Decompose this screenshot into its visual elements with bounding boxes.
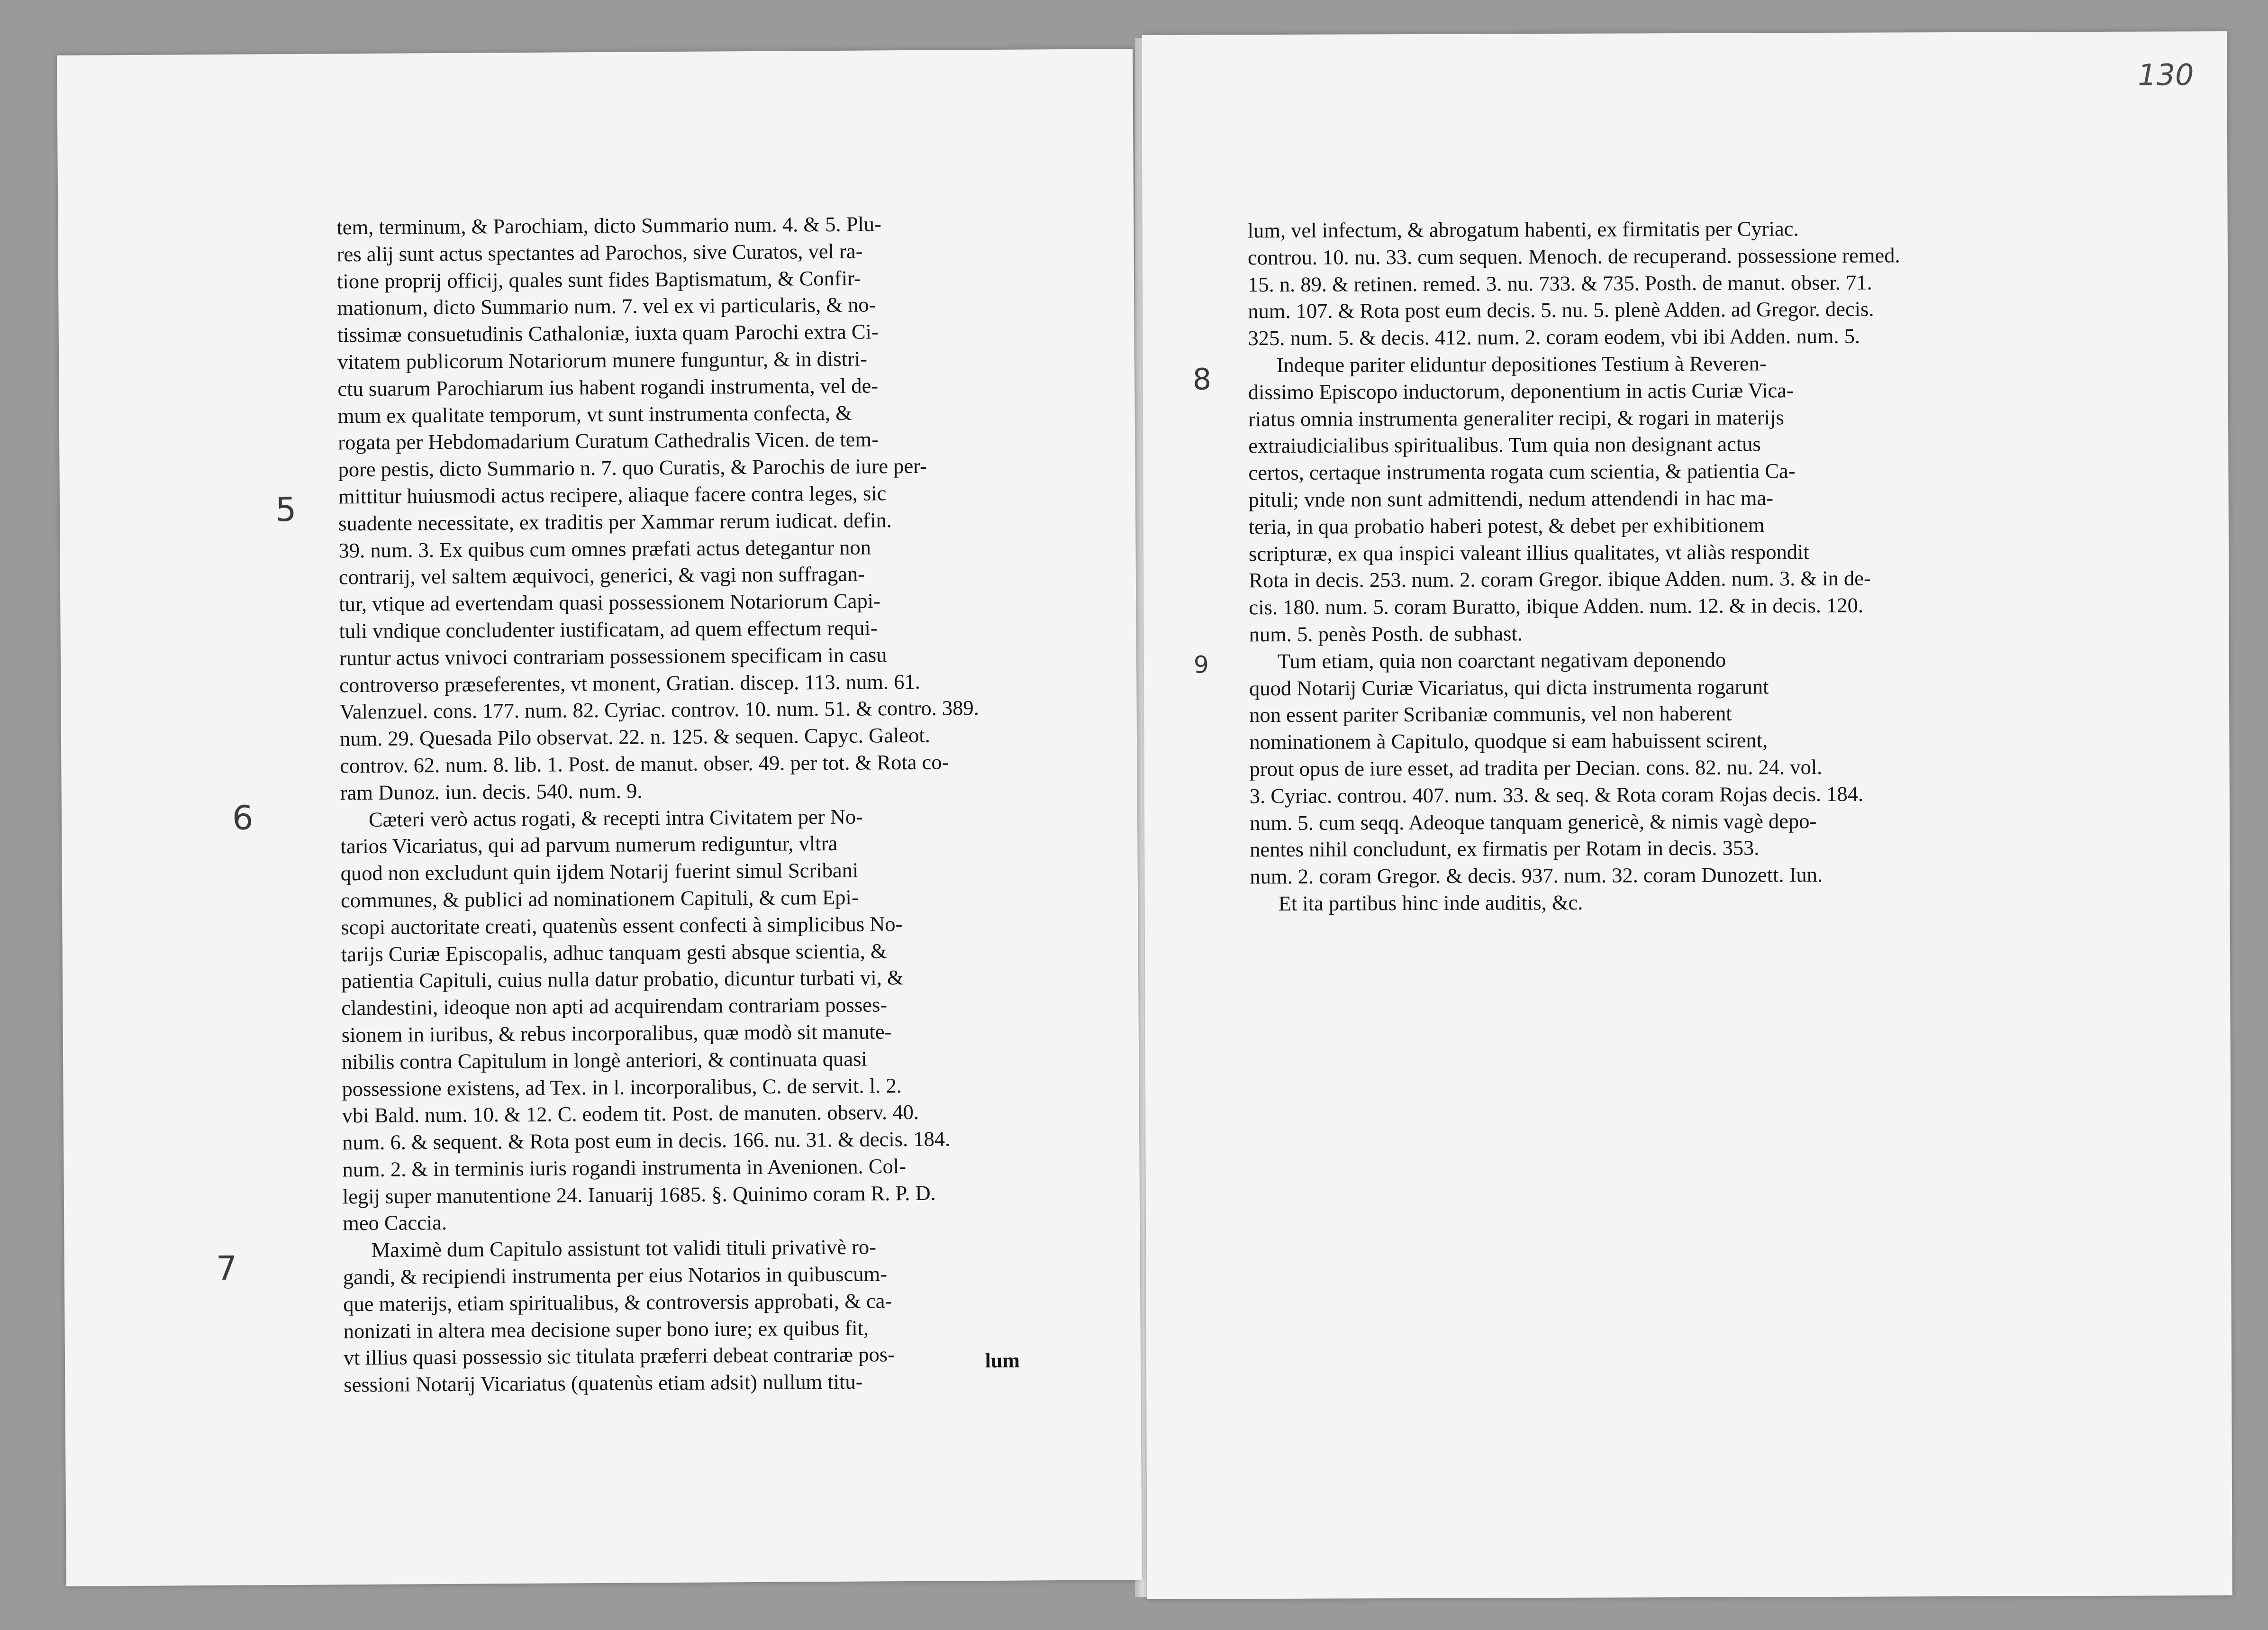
left-text-line: mationum, dicto Summario num. 7. vel ex vi particularis, & no- [337,292,876,320]
left-text-line: num. 29. Quesada Pilo observat. 22. n. 125. & sequen. Capyc. Galeot. [339,723,930,751]
right-text-line: controu. 10. nu. 33. cum sequen. Menoch. de recuperand. possessione remed. [1247,243,1900,270]
margin-number-5: 5 [275,490,297,529]
left-text-line: ctu suarum Parochiarum ius habent rogandi instrumenta, vel de- [337,373,879,401]
left-text-line: res alij sunt actus spectantes ad Parochos, sive Curatos, vel ra- [336,239,863,266]
left-text-line: scopi auctoritate creati, quatenùs essent confecti à simplicibus No- [341,911,903,939]
right-text-line: pituli; vnde non sunt admittendi, nedum attendendi in hac ma- [1248,486,1774,512]
left-text-line: tuli vndique concludenter iustificatam, ad quem effectum requi- [339,616,878,643]
right-text-line: dissimo Episcopo inductorum, deponentium in actis Curiæ Vica- [1248,378,1794,404]
left-text-line: mum ex qualitate temporum, vt sunt instrumenta confecta, & [337,401,852,428]
left-text-line: 39. num. 3. Ex quibus cum omnes præfati actus detegantur non [338,535,871,562]
right-text-line: 15. n. 89. & retinen. remed. 3. nu. 733. & 735. Posth. de manut. obser. 71. [1247,270,1872,296]
right-text-line: 3. Cyriac. controu. 407. num. 33. & seq. & Rota coram Rojas decis. 184. [1249,782,1864,808]
left-text-line: tur, vtique ad evertendam quasi possessionem Notariorum Capi- [339,589,880,616]
left-text-line: meo Caccia. [343,1211,447,1235]
left-text-line: que materijs, etiam spiritualibus, & controversis approbati, & ca- [343,1289,892,1316]
left-page [57,49,1142,1586]
right-text-line: num. 5. cum seqq. Adeoque tanquam genericè, & nimis vagè depo- [1249,809,1817,835]
right-text-line: non essent pariter Scribaniæ communis, vel non haberent [1249,701,1732,727]
right-text-line: riatus omnia instrumenta generaliter recipi, & rogari in materijs [1248,405,1784,431]
left-page-text [336,210,1026,1399]
left-text-line: ram Dunoz. iun. decis. 540. num. 9. [340,779,643,805]
left-text-line: nibilis contra Capitulum in longè anteriori, & continuata quasi [341,1047,867,1074]
left-text-line: rogata per Hebdomadarium Curatum Cathedralis Vicen. de tem- [338,427,879,455]
left-text-line: patientia Capituli, cuius nulla datur probatio, dicuntur turbati vi, & [341,965,904,993]
left-text-line: tissimæ consuetudinis Cathaloniæ, iuxta quam Parochi extra Ci- [337,319,879,347]
left-text-line: vitatem publicorum Notariorum munere funguntur, & in distri- [337,346,868,374]
right-text-line: lum, vel infectum, & abrogatum habenti, ex firmitatis per Cyriac. [1247,217,1799,243]
left-text-line: tione proprij officij, quales sunt fides Baptismatum, & Confir- [336,266,861,293]
left-text-line: sionem in iuribus, & rebus incorporalibus, quæ modò sit manute- [341,1020,892,1047]
left-text-line: contrarij, vel saltem æquivoci, generici, & vagi non suffragan- [338,562,865,589]
left-text-line: clandestini, ideoque non apti ad acquirendam contrariam posses- [341,993,888,1020]
left-text-line: quod non excludunt quin ijdem Notarij fuerint simul Scribani [340,858,859,885]
left-text-line: Valenzuel. cons. 177. num. 82. Cyriac. controv. 10. num. 51. & contro. 389. [339,696,979,724]
right-text-line: num. 107. & Rota post eum decis. 5. nu. 5. plenè Adden. ad Gregor. decis. [1248,297,1874,323]
left-text-line: communes, & publici ad nominationem Capituli, & cum Epi- [340,885,859,912]
left-text-line: tem, terminum, & Parochiam, dicto Summario num. 4. & 5. Plu- [336,212,881,239]
catchword: lum [985,1348,1020,1373]
right-text-line: 325. num. 5. & decis. 412. num. 2. coram eodem, vbi ibi Adden. num. 5. [1248,324,1860,350]
right-text-line: cis. 180. num. 5. coram Buratto, ibique Adden. num. 12. & in decis. 120. [1249,593,1864,619]
right-text-line: certos, certaque instrumenta rogata cum scientia, & patientia Ca- [1248,459,1796,485]
right-text-line: num. 5. penès Posth. de subhast. [1249,621,1523,647]
right-text-line: scripturæ, ex qua inspici valeant illius qualitates, vt aliàs respondit [1248,539,1809,565]
left-text-line: num. 2. & in terminis iuris rogandi instrumenta in Avenionen. Col- [342,1154,907,1182]
left-text-line: possessione existens, ad Tex. in l. incorporalibus, C. de servit. l. 2. [342,1073,902,1101]
right-text-line: Tum etiam, quia non coarctant negativam deponendo [1277,647,1726,673]
margin-number-8: 8 [1192,362,1212,397]
left-text-line: pore pestis, dicto Summario n. 7. quo Curatis, & Parochis de iure per- [338,454,927,482]
left-text-line: num. 6. & sequent. & Rota post eum in decis. 166. nu. 31. & decis. 184. [342,1127,951,1155]
left-text-line: nonizati in altera mea decisione super bono iure; ex quibus fit, [343,1316,869,1343]
left-text-line: controv. 62. num. 8. lib. 1. Post. de manut. obser. 49. per tot. & Rota co- [340,750,949,778]
right-text-line: prout opus de iure esset, ad tradita per Decian. cons. 82. nu. 24. vol. [1249,755,1823,781]
margin-number-6: 6 [232,798,254,838]
right-text-line: extraiudicialibus spiritualibus. Tum quia non designant actus [1248,432,1761,458]
left-text-line: runtur actus vnivoci contrariam possessionem specificam in casu [339,643,887,670]
right-page [1142,31,2232,1599]
right-text-line: nentes nihil concludunt, ex firmatis per Rotam in decis. 353. [1250,836,1760,862]
left-text-line: vbi Bald. num. 10. & 12. C. eodem tit. Post. de manuten. observ. 40. [342,1100,919,1128]
right-text-line: nominationem à Capitulo, quodque si eam habuissent scirent, [1249,728,1768,754]
right-page-text [1248,215,1942,917]
left-text-line: Maximè dum Capitulo assistunt tot validi tituli privativè ro- [371,1235,877,1262]
left-text-line: gandi, & recipiendi instrumenta per eius Notarios in quibuscum- [343,1262,888,1289]
left-text-line: mittitur huiusmodi actus recipere, aliaque facere contra leges, sic [338,481,887,509]
margin-number-9: 9 [1193,651,1209,679]
left-text-line: tarios Vicariatus, qui ad parvum numerum rediguntur, vltra [340,831,838,858]
left-text-line: suadente necessitate, ex traditis per Xammar rerum iudicat. defin. [338,508,892,536]
left-text-line: vt illius quasi possessio sic titulata præferri debeat contrariæ pos- [343,1342,895,1370]
left-text-line: tarijs Curiæ Episcopalis, adhuc tanquam gesti absque scientia, & [341,938,887,966]
left-text-line: controverso præseferentes, vt monent, Gratian. discep. 113. num. 61. [339,669,920,697]
right-text-line: Rota in decis. 253. num. 2. coram Gregor. ibique Adden. num. 3. & in de- [1249,566,1871,592]
left-text-line: legij super manutentione 24. Ianuarij 1685. §. Quinimo coram R. P. D. [342,1181,936,1209]
right-text-line: num. 2. coram Gregor. & decis. 937. num. 32. coram Dunozett. Iun. [1250,863,1823,889]
right-text-line: Indeque pariter eliduntur depositiones Testium à Reveren- [1276,351,1767,377]
right-text-line: Et ita partibus hinc inde auditis, &c. [1278,890,1583,915]
right-text-line: quod Notarij Curiæ Vicariatus, qui dicta instrumenta rogarunt [1249,674,1769,700]
margin-number-7: 7 [216,1248,237,1288]
left-text-line: sessioni Notarij Vicariatus (quatenùs etiam adsit) nullum titu- [344,1369,863,1397]
left-text-line: Cæteri verò actus rogati, & recepti intra Civitatem per No- [368,804,863,831]
folio-number: 130 [2138,57,2194,92]
right-text-line: teria, in qua probatio haberi potest, & debet per exhibitionem [1248,513,1765,538]
